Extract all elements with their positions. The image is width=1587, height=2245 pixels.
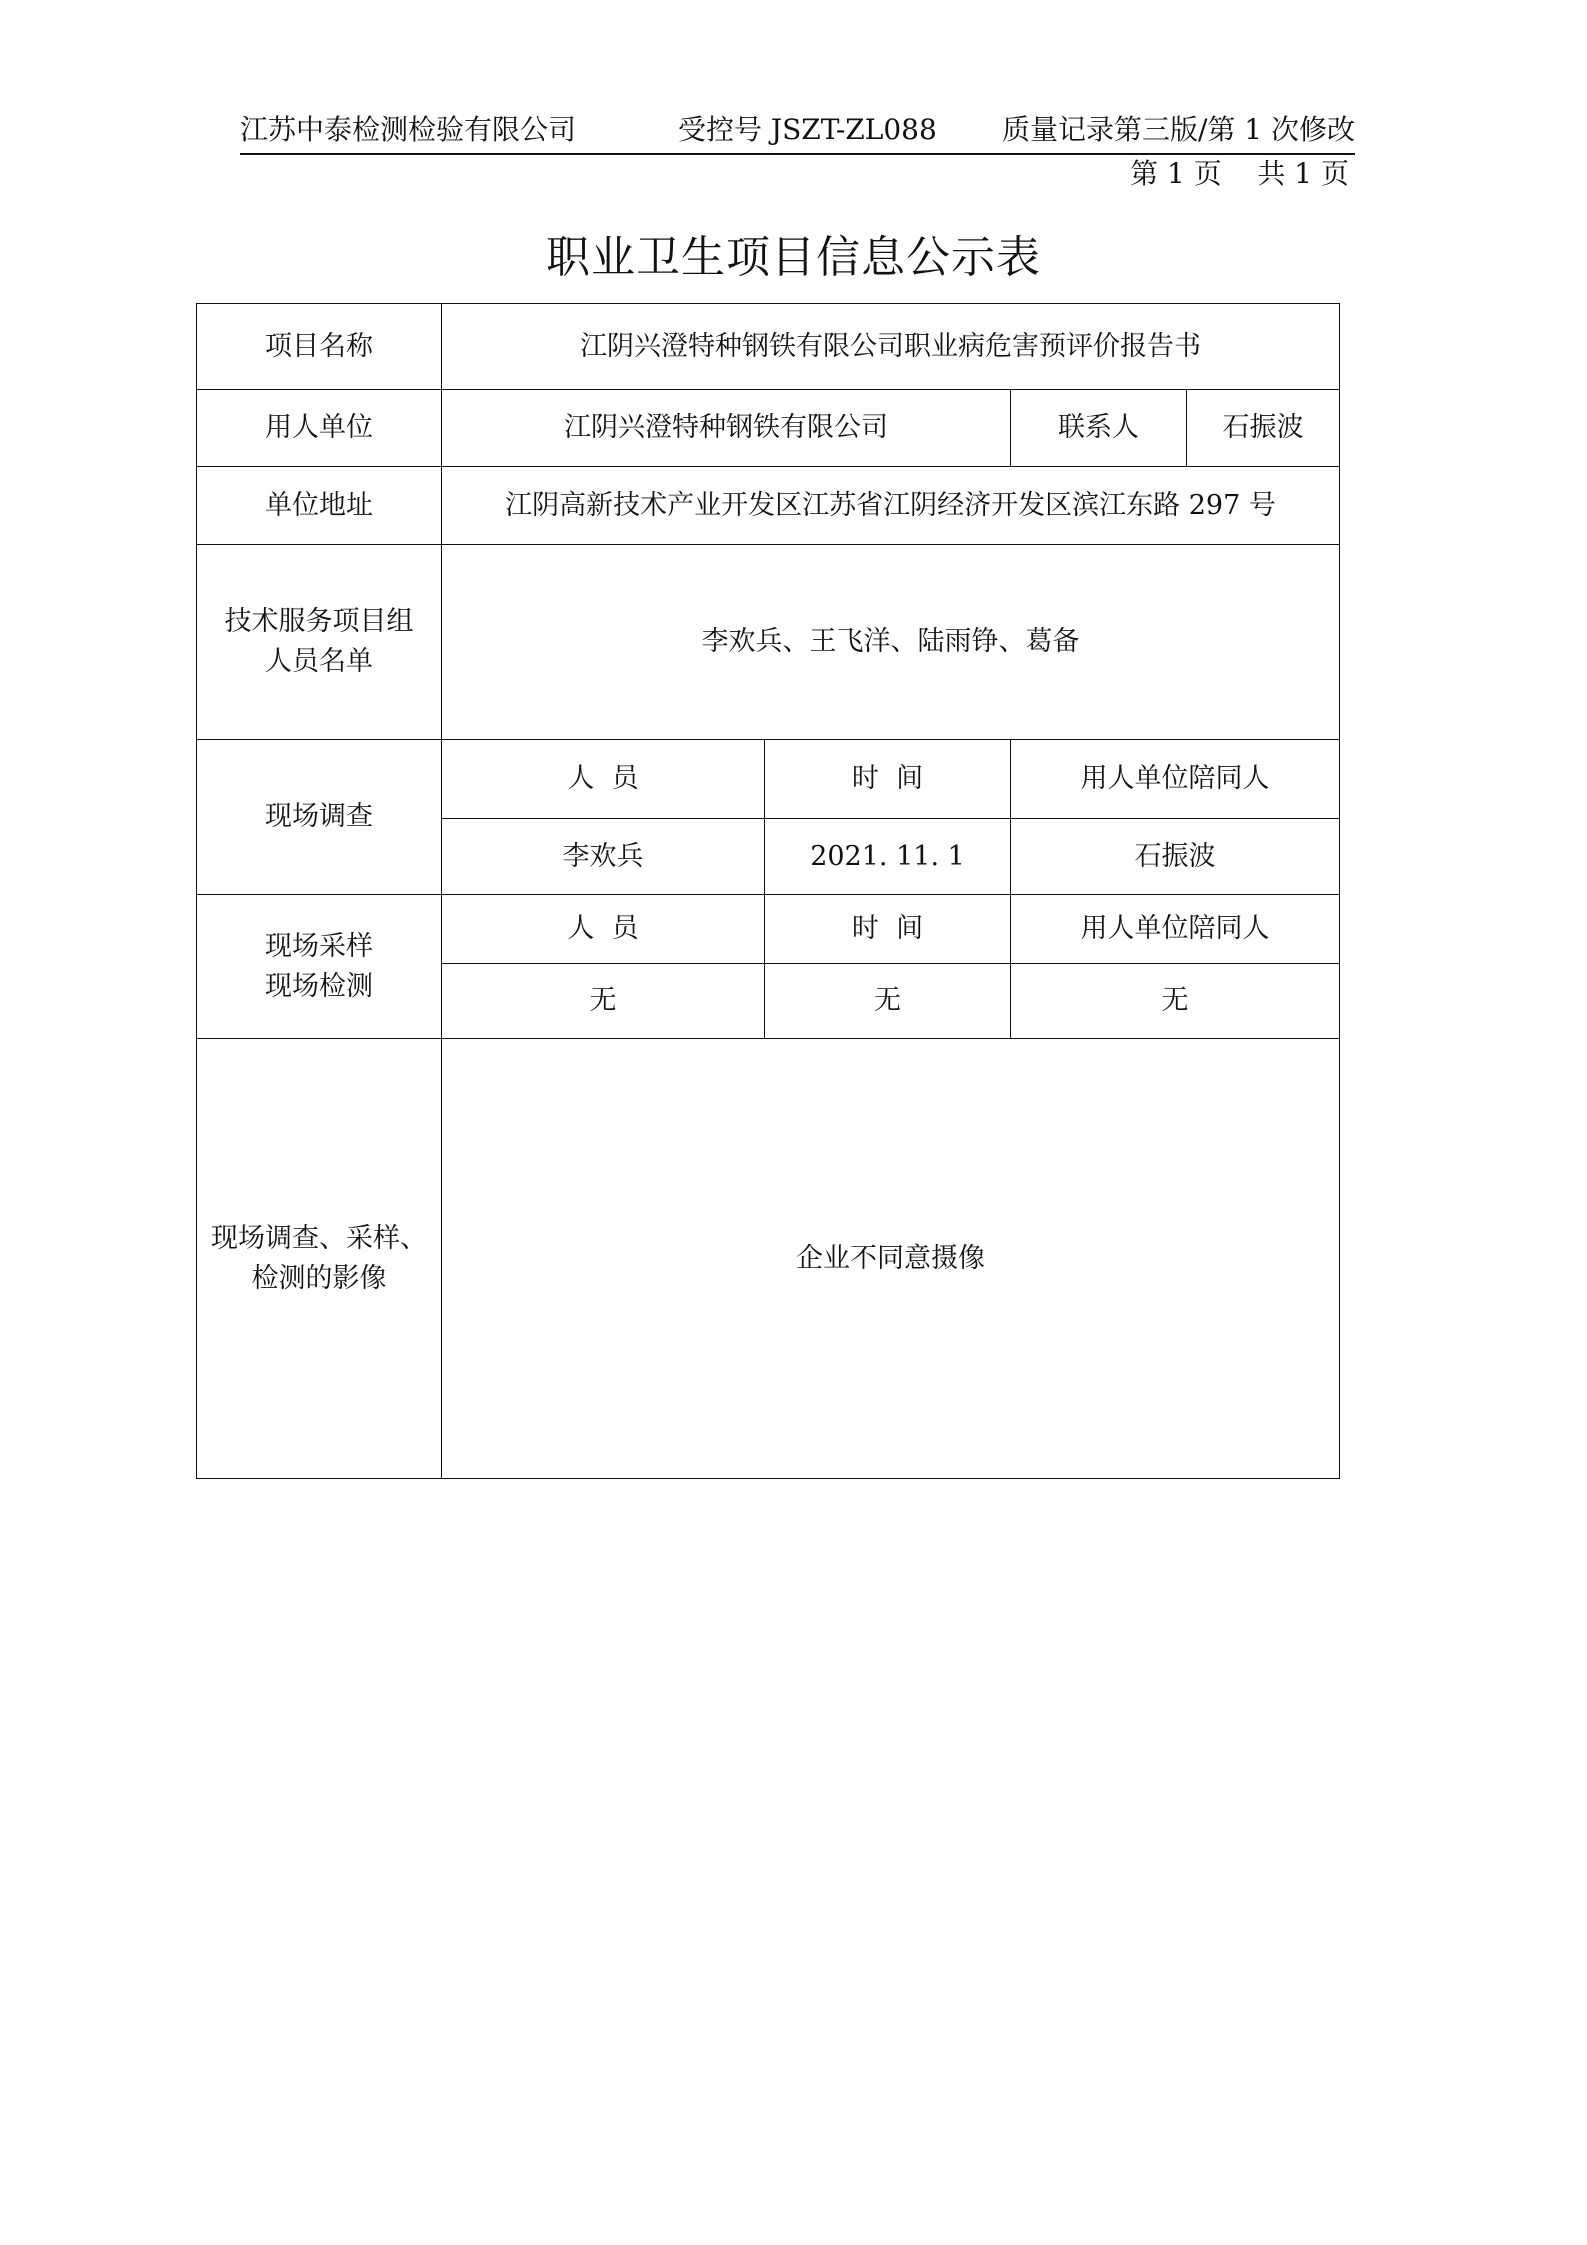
address-label: 单位地址 [197,467,442,545]
sampling-time: 无 [765,964,1011,1039]
contact-label: 联系人 [1011,390,1187,467]
document-title: 职业卫生项目信息公示表 [546,232,1041,283]
survey-col-person: 人 员 [442,740,765,819]
address-row [197,467,1340,545]
project-name-row [197,304,1340,390]
sampling-label-line1: 现场采样 [265,930,373,962]
contact-value: 石振波 [1187,390,1340,467]
header-company: 江苏中泰检测检验有限公司 [240,113,577,146]
sampling-col-time: 时 间 [765,895,1011,964]
survey-label: 现场调查 [197,740,442,895]
survey-escort: 石振波 [1011,819,1340,895]
sampling-col-escort: 用人单位陪同人 [1011,895,1340,964]
sampling-label [197,895,442,1039]
header-divider [240,153,1355,155]
sampling-header-row [197,895,1340,964]
survey-header-row [197,740,1340,819]
images-row [197,1039,1340,1479]
project-name-value: 江阴兴澄特种钢铁有限公司职业病危害预评价报告书 [442,304,1340,390]
survey-person: 李欢兵 [442,819,765,895]
team-label [197,545,442,740]
images-value: 企业不同意摄像 [442,1039,1340,1479]
team-members: 李欢兵、王飞洋、陆雨铮、葛备 [442,545,1340,740]
images-label [197,1039,442,1479]
employer-label: 用人单位 [197,390,442,467]
sampling-label-line2: 现场检测 [265,970,373,1002]
project-info-table [196,303,1340,1479]
header-control-number: 受控号 JSZT-ZL088 [678,113,937,146]
sampling-escort: 无 [1011,964,1340,1039]
address-value: 江阴高新技术产业开发区江苏省江阴经济开发区滨江东路 297 号 [442,467,1340,545]
survey-col-escort: 用人单位陪同人 [1011,740,1340,819]
sampling-col-person: 人 员 [442,895,765,964]
employer-row [197,390,1340,467]
team-label-line2: 人员名单 [265,646,373,677]
survey-time: 2021. 11. 1 [765,819,1011,895]
survey-col-time: 时 间 [765,740,1011,819]
team-row [197,545,1340,740]
header-record-version: 质量记录第三版/第 1 次修改 [1001,113,1355,146]
project-name-label: 项目名称 [197,304,442,390]
images-label-line1: 现场调查、采样、 [211,1222,427,1254]
sampling-person: 无 [442,964,765,1039]
header-page-info: 第 1 页 共 1 页 [1130,157,1349,190]
employer-value: 江阴兴澄特种钢铁有限公司 [442,390,1011,467]
team-label-line1: 技术服务项目组 [224,606,414,637]
images-label-line2: 检测的影像 [251,1262,387,1294]
